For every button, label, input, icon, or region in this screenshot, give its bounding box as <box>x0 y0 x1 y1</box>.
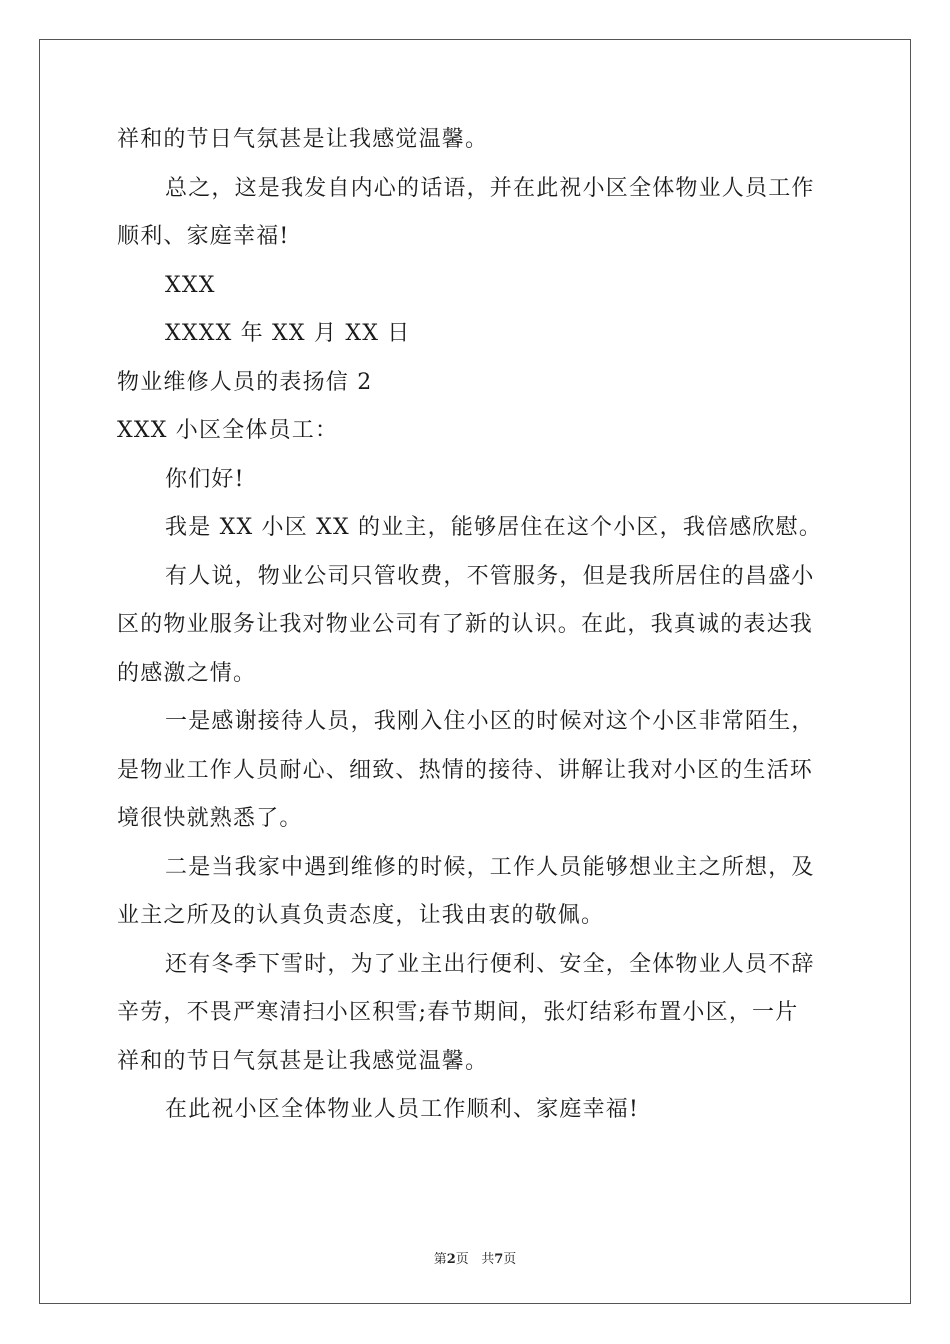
text-line: 境很快就熟悉了。 <box>117 806 303 831</box>
text-line: XXXX 年 XX 月 XX 日 <box>165 321 411 346</box>
text-line: 祥和的节日气氛甚是让我感觉温馨。 <box>117 1048 489 1074</box>
text-line: 物业维修人员的表扬信 2 <box>117 369 373 395</box>
text-line: 顺利、家庭幸福! <box>117 224 290 249</box>
text-line: XXX <box>165 272 216 298</box>
text-line: 祥和的节日气氛甚是让我感觉温馨。 <box>117 127 489 152</box>
text-line: 你们好! <box>165 466 245 492</box>
text-line: 辛劳，不畏严寒清扫小区积雪;春节期间，张灯结彩布置小区，一片 <box>117 1000 799 1025</box>
text-line: 一是感谢接待人员，我刚入住小区的时候对这个小区非常陌生， <box>165 709 815 734</box>
text-line: 的感激之情。 <box>117 660 257 686</box>
text-line: 有人说，物业公司只管收费，不管服务，但是我所居住的昌盛小 <box>165 563 815 589</box>
text-line: 还有冬季下雪时，为了业主出行便利、安全，全体物业人员不辞 <box>165 951 815 977</box>
page-footer <box>0 1248 950 1267</box>
text-line: XXX 小区全体员工： <box>117 418 339 443</box>
text-line: 区的物业服务让我对物业公司有了新的认识。在此，我真诚的表达我 <box>117 612 814 637</box>
text-line: 业主之所及的认真负责态度，让我由衷的敬佩。 <box>117 903 605 928</box>
text-line: 是物业工作人员耐心、细致、热情的接待、讲解让我对小区的生活环 <box>117 757 814 783</box>
total-pages: 7 <box>494 1252 504 1267</box>
page-number: 2 <box>446 1252 456 1267</box>
text-line: 二是当我家中遇到维修的时候，工作人员能够想业主之所想，及 <box>165 854 815 880</box>
text-line: 总之，这是我发自内心的话语，并在此祝小区全体物业人员工作 <box>165 175 815 201</box>
text-line: 在此祝小区全体物业人员工作顺利、家庭幸福! <box>165 1097 640 1122</box>
page-suffix: 页 <box>455 1252 469 1267</box>
page-prefix: 第 <box>433 1252 447 1267</box>
text-line: 我是 XX 小区 XX 的业主，能够居住在这个小区，我倍感欣慰。 <box>165 515 823 540</box>
total-suffix: 页 <box>503 1252 517 1267</box>
total-prefix: 共 <box>481 1252 495 1267</box>
